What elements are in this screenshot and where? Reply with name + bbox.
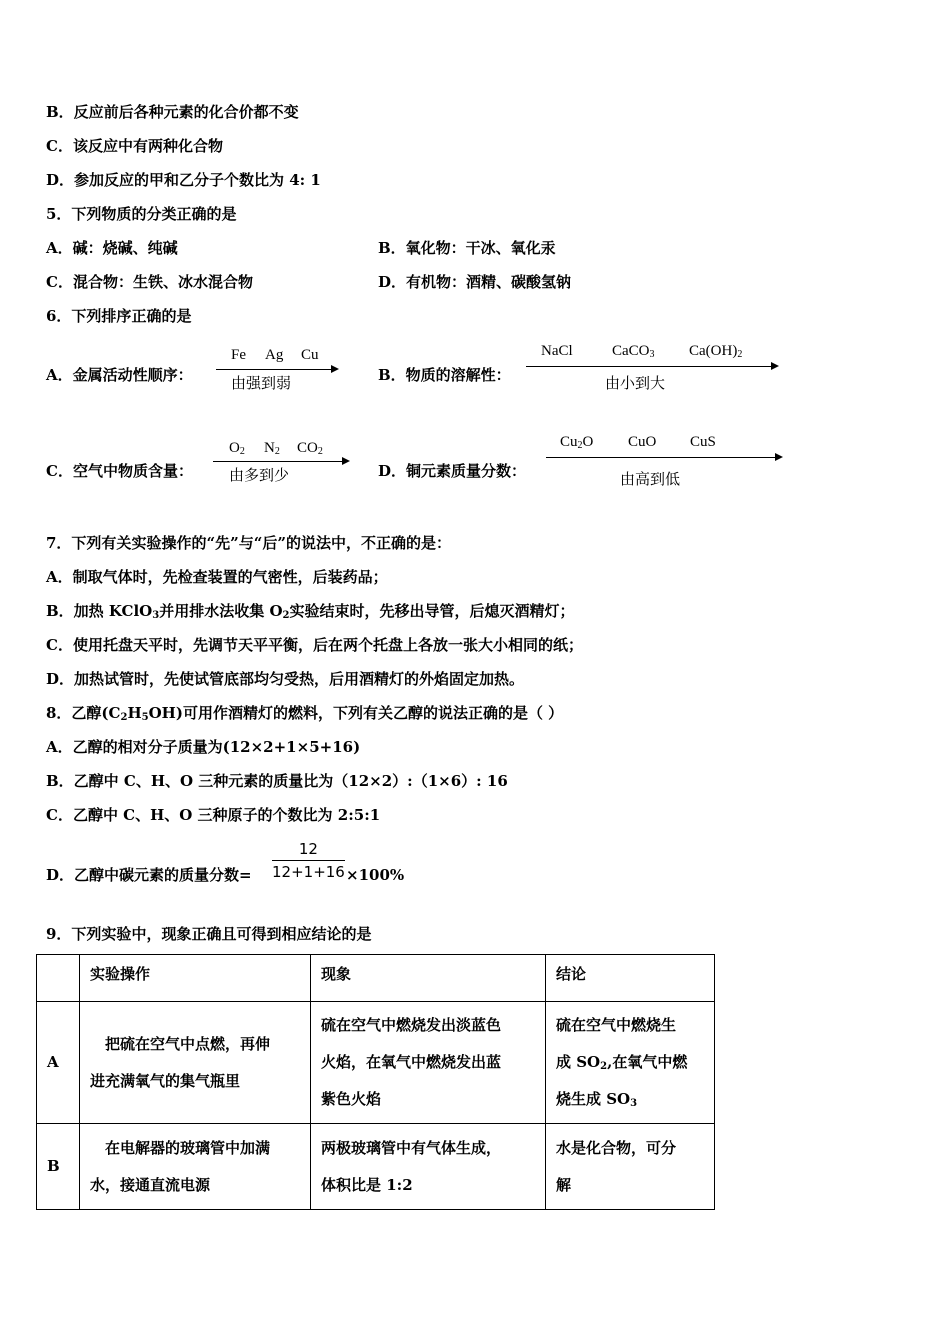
arrow-a-item-3: Cu <box>301 347 319 363</box>
conclusion-cell: 硫在空气中燃烧生 成 $SO_2$,在氧气中燃 烧生成 $SO_3$ <box>546 1002 715 1124</box>
q6-option-d: D．铜元素质量分数： <box>378 462 527 480</box>
arrow-c-line <box>213 461 343 462</box>
arrow-b-caption: 由小到大 <box>605 374 666 392</box>
table-header-cell: 结论 <box>546 955 715 1002</box>
q5-option-c: C．混合物：生铁、冰水混合物 <box>46 273 253 291</box>
arrow-c-item-2: $N_2$ <box>264 440 280 457</box>
q8-option-d-tail: ×100% <box>346 866 405 884</box>
fraction-denominator: 12+1+16 <box>272 863 345 881</box>
q8-option-a: A．乙醇的相对分子质量为(12×2+1×5+16) <box>46 738 361 756</box>
arrow-c-item-3: $CO_2$ <box>297 440 323 457</box>
q8-option-b: B．乙醇中 C、H、O 三种元素的质量比为（12×2）:（1×6）: 16 <box>46 772 508 790</box>
arrow-c-head <box>342 457 350 465</box>
arrow-b-item-3: $Ca(OH)_2$ <box>689 343 743 360</box>
conclusion-cell: 水是化合物，可分 解 <box>546 1124 715 1210</box>
arrow-d-line <box>546 457 776 458</box>
phenomenon-cell: 两极玻璃管中有气体生成， 体积比是 1:2 <box>311 1124 546 1210</box>
arrow-a-item-2: Ag <box>265 347 284 363</box>
q8-option-c: C．乙醇中 C、H、O 三种原子的个数比为 2:5:1 <box>46 806 381 824</box>
arrow-c-item-1: $O_2$ <box>229 440 245 457</box>
q7-option-a: A．制取气体时，先检查装置的气密性，后装药品； <box>46 568 388 586</box>
row-label: B <box>37 1124 80 1210</box>
arrow-c-caption: 由多到少 <box>229 466 290 484</box>
q5-option-d: D．有机物：酒精、碳酸氢钠 <box>378 273 572 291</box>
arrow-a-line <box>216 369 332 370</box>
q9-stem: 9．下列实验中，现象正确且可得到相应结论的是 <box>46 925 372 943</box>
table-header-cell: 实验操作 <box>80 955 311 1002</box>
q8-stem: 8．乙醇$(C_2H_5OH)$可用作酒精灯的燃料，下列有关乙醇的说法正确的是（ ） <box>46 704 564 723</box>
q5-option-b: B．氧化物：干冰、氧化汞 <box>378 239 556 257</box>
q4-option-d: D．参加反应的甲和乙分子个数比为 4: 1 <box>46 171 321 189</box>
arrow-a-head <box>331 365 339 373</box>
q6-option-b: B．物质的溶解性： <box>378 366 511 384</box>
q6-option-a: A．金属活动性顺序： <box>46 366 193 384</box>
arrow-a-caption: 由强到弱 <box>231 374 292 392</box>
q6-option-c: C．空气中物质含量： <box>46 462 193 480</box>
q7-stem: 7．下列有关实验操作的“先”与“后”的说法中，不正确的是： <box>46 534 451 552</box>
operation-cell: 把硫在空气中点燃，再伸 进充满氧气的集气瓶里 <box>80 1002 311 1124</box>
arrow-d-caption: 由高到低 <box>620 470 681 488</box>
arrow-d-item-1: $Cu_2O$ <box>560 434 594 451</box>
experiment-table <box>36 954 715 1210</box>
q7-option-b: B．加热 KClO$_3$并用排水法收集 $O_2$实验结束时，先移出导管，后熄灭酒精灯； <box>46 602 575 621</box>
q4-option-b: B．反应前后各种元素的化合价都不变 <box>46 103 299 121</box>
row-label: A <box>37 1002 80 1124</box>
arrow-d-item-3: CuS <box>690 434 716 450</box>
q5-option-a: A．碱：烧碱、纯碱 <box>46 239 178 257</box>
q8-option-d: D．乙醇中碳元素的质量分数= <box>46 866 252 884</box>
arrow-a-item-1: Fe <box>231 347 246 363</box>
arrow-b-head <box>771 362 779 370</box>
table-header-cell <box>37 955 80 1002</box>
arrow-d-item-2: CuO <box>628 434 657 450</box>
operation-cell: 在电解器的玻璃管中加满 水，接通直流电源 <box>80 1124 311 1210</box>
table-row <box>37 1002 715 1124</box>
q4-option-c: C．该反应中有两种化合物 <box>46 137 223 155</box>
arrow-b-line <box>526 366 772 367</box>
mass-fraction <box>272 840 345 881</box>
arrow-b-item-2: CaCO$_3$ <box>612 343 655 360</box>
q6-stem: 6．下列排序正确的是 <box>46 307 192 325</box>
q5-stem: 5．下列物质的分类正确的是 <box>46 205 237 223</box>
table-header-cell: 现象 <box>311 955 546 1002</box>
fraction-numerator: 12 <box>272 840 345 861</box>
q7-option-d: D．加热试管时，先使试管底部均匀受热，后用酒精灯的外焰固定加热。 <box>46 670 525 688</box>
q7-option-c: C．使用托盘天平时，先调节天平平衡，后在两个托盘上各放一张大小相同的纸； <box>46 636 583 654</box>
arrow-b-item-1: NaCl <box>541 343 573 359</box>
phenomenon-cell: 硫在空气中燃烧发出淡蓝色 火焰，在氧气中燃烧发出蓝 紫色火焰 <box>311 1002 546 1124</box>
arrow-d-head <box>775 453 783 461</box>
table-row <box>37 1124 715 1210</box>
table-header-row <box>37 955 715 1002</box>
